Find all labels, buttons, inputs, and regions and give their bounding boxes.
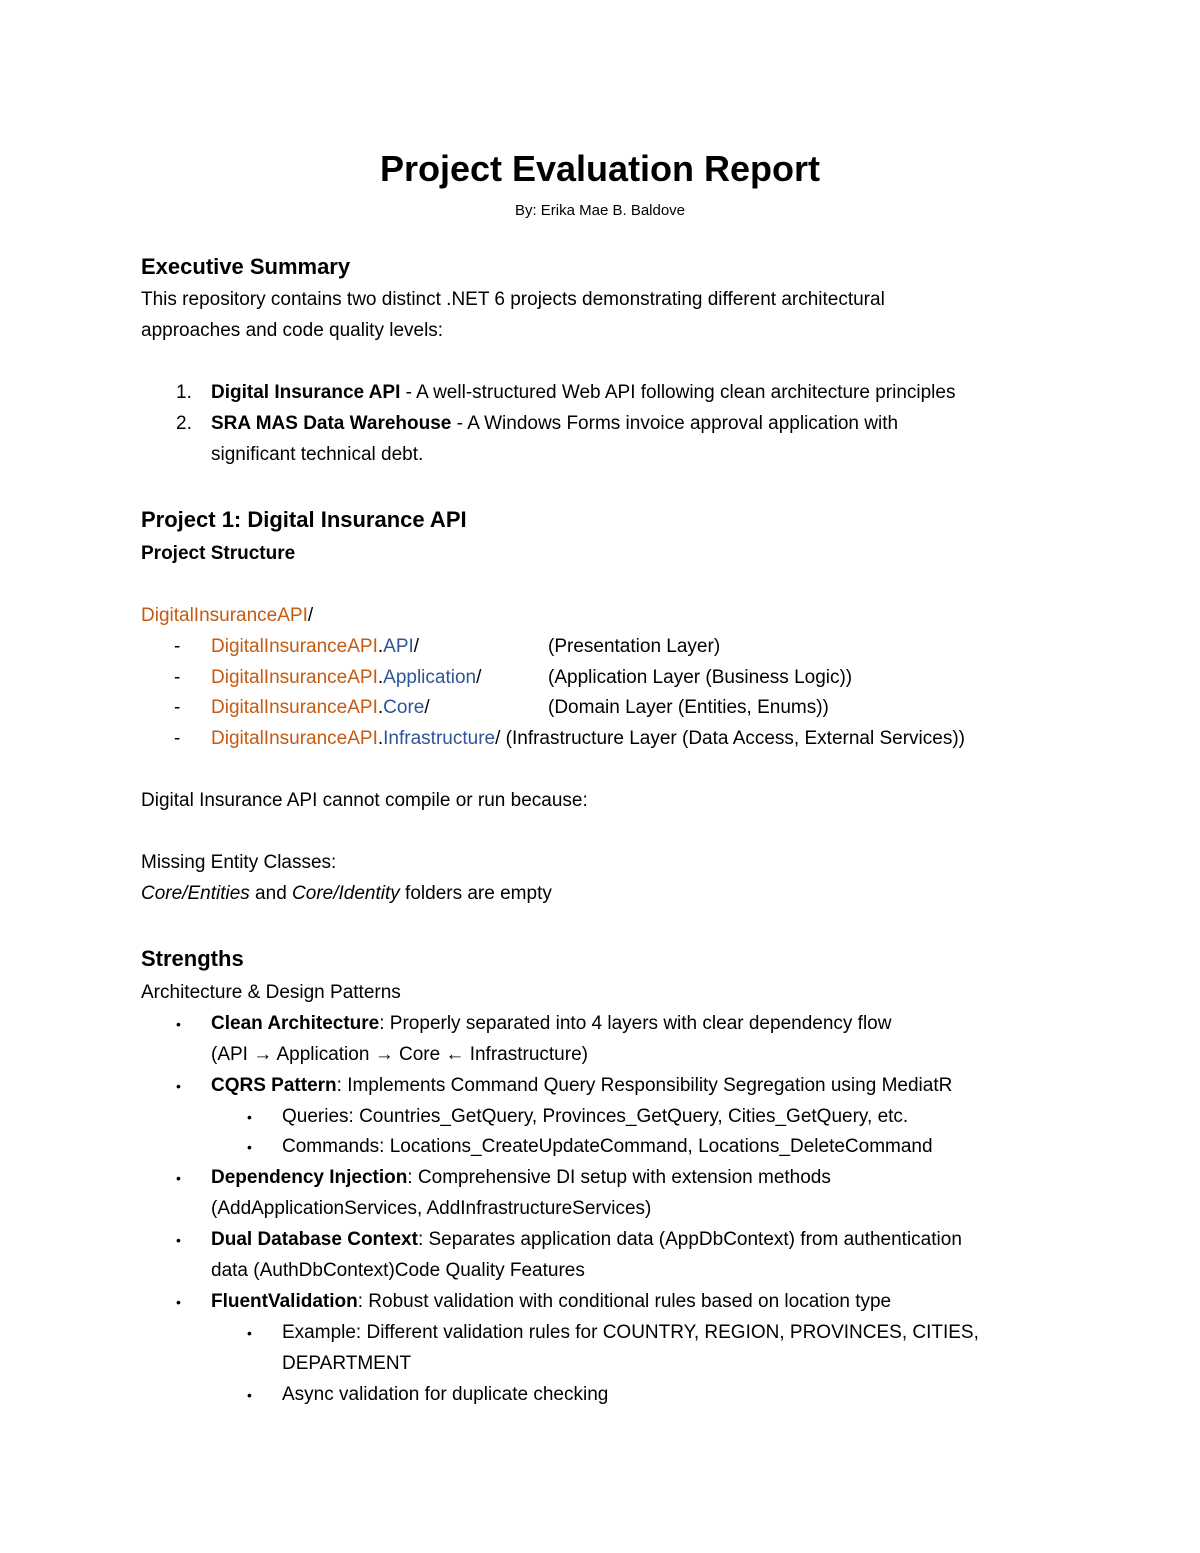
tree-dash: - [174,728,181,749]
list-item [211,408,898,439]
bullet: • [176,1016,181,1032]
sub-bullet: • [247,1387,252,1403]
strength-name: Dual Database Context [211,1229,418,1250]
bullet: • [176,1078,181,1094]
bullet: • [176,1170,181,1186]
executive-summary-intro-line-1: This repository contains two distinct .NET 6 projects demonstrating different architectural [141,289,885,310]
project-1-heading: Project 1: Digital Insurance API [141,507,467,532]
strength-name: Dependency Injection [211,1167,408,1188]
tree-item-prefix: DigitalInsuranceAPI [211,667,378,688]
tree-item [211,692,430,723]
executive-summary-heading: Executive Summary [141,254,351,279]
tree-item-prefix: DigitalInsuranceAPI [211,728,378,749]
tree-item-dot: . [377,636,384,657]
strength-text: : Implements Command Query Responsibility Segregation using MediatR [336,1075,953,1096]
tree-item-suffix: Application [383,667,477,688]
tree-root-slash: / [307,605,314,626]
project-description: - A Windows Forms invoice approval application with [451,413,899,434]
tree-item-description: (Application Layer (Business Logic)) [548,667,853,688]
tree-item-slash: / [424,697,430,718]
tree-item-description: (Domain Layer (Entities, Enums)) [548,697,829,718]
tree-item-dot: . [377,667,384,688]
sub-item: Async validation for duplicate checking [282,1384,609,1405]
tree-item [211,631,419,662]
page-title: Project Evaluation Report [379,148,821,189]
strength-name: Clean Architecture [211,1013,380,1034]
strength-name: CQRS Pattern [211,1075,337,1096]
strength-item [211,1070,952,1101]
strength-item [211,1224,962,1255]
list-item-continuation: significant technical debt. [211,444,424,465]
strength-item [211,1162,831,1193]
strength-name: FluentValidation [211,1291,358,1312]
tree-item [211,723,965,754]
project-name: SRA MAS Data Warehouse [211,413,452,434]
tree-dash: - [174,697,181,718]
missing-entity-detail [141,878,552,909]
entities-folder: Core/Entities [141,883,250,904]
strength-item-continuation: (AddApplicationServices, AddInfrastructureServices) [211,1198,652,1219]
tree-item-dot: . [377,728,384,749]
sub-item: Example: Different validation rules for COUNTRY, REGION, PROVINCES, CITIES, [282,1322,979,1343]
tree-dash: - [174,667,181,688]
sub-item: Commands: Locations_CreateUpdateCommand, Locations_DeleteCommand [282,1136,933,1157]
sub-item-continuation: DEPARTMENT [282,1353,412,1374]
identity-folder: Core/Identity [292,883,400,904]
missing-entity-label: Missing Entity Classes: [141,852,337,873]
tree-root-name: DigitalInsuranceAPI [141,605,308,626]
project-name: Digital Insurance API [211,382,401,403]
sub-bullet: • [247,1139,252,1155]
sub-item: Queries: Countries_GetQuery, Provinces_GetQuery, Cities_GetQuery, etc. [282,1106,909,1127]
tree-item-dot: . [377,697,384,718]
sub-bullet: • [247,1109,252,1125]
strength-item [211,1008,891,1039]
strength-text: : Properly separated into 4 layers with clear dependency flow [379,1013,892,1034]
list-item [211,377,955,408]
strength-text: : Separates application data (AppDbContext) from authentication [417,1229,962,1250]
tree-item [211,662,481,693]
tree-item-suffix: API [383,636,414,657]
author-byline: By: Erika Mae B. Baldove [514,202,686,219]
project-description: - A well-structured Web API following clean architecture principles [400,382,956,403]
missing-tail: folders are empty [399,883,552,904]
strengths-subheading: Architecture & Design Patterns [141,982,401,1003]
list-number: 2. [176,413,192,434]
tree-root [141,600,313,631]
tree-item-slash: / [495,728,501,749]
tree-item-slash: / [476,667,482,688]
executive-summary-intro-line-2: approaches and code quality levels: [141,320,444,341]
tree-dash: - [174,636,181,657]
strengths-heading: Strengths [141,946,244,971]
sub-bullet: • [247,1325,252,1341]
strength-item [211,1286,891,1317]
strength-item-continuation: data (AuthDbContext)Code Quality Features [211,1260,585,1281]
tree-item-description: (Infrastructure Layer (Data Access, External Services)) [500,728,965,749]
list-number: 1. [176,382,192,403]
bullet: • [176,1232,181,1248]
tree-item-suffix: Core [383,697,425,718]
strength-text: : Comprehensive DI setup with extension methods [407,1167,831,1188]
tree-item-slash: / [413,636,420,657]
strength-text: : Robust validation with conditional rules based on location type [357,1291,892,1312]
bullet: • [176,1294,181,1310]
strength-item-continuation: (API → Application → Core ← Infrastructure) [211,1044,588,1065]
tree-item-description: (Presentation Layer) [548,636,721,657]
compile-note: Digital Insurance API cannot compile or run because: [141,790,588,811]
tree-item-prefix: DigitalInsuranceAPI [211,697,378,718]
tree-item-suffix: Infrastructure [383,728,496,749]
project-structure-heading: Project Structure [141,543,296,564]
conjunction: and [249,883,293,904]
tree-item-prefix: DigitalInsuranceAPI [211,636,378,657]
